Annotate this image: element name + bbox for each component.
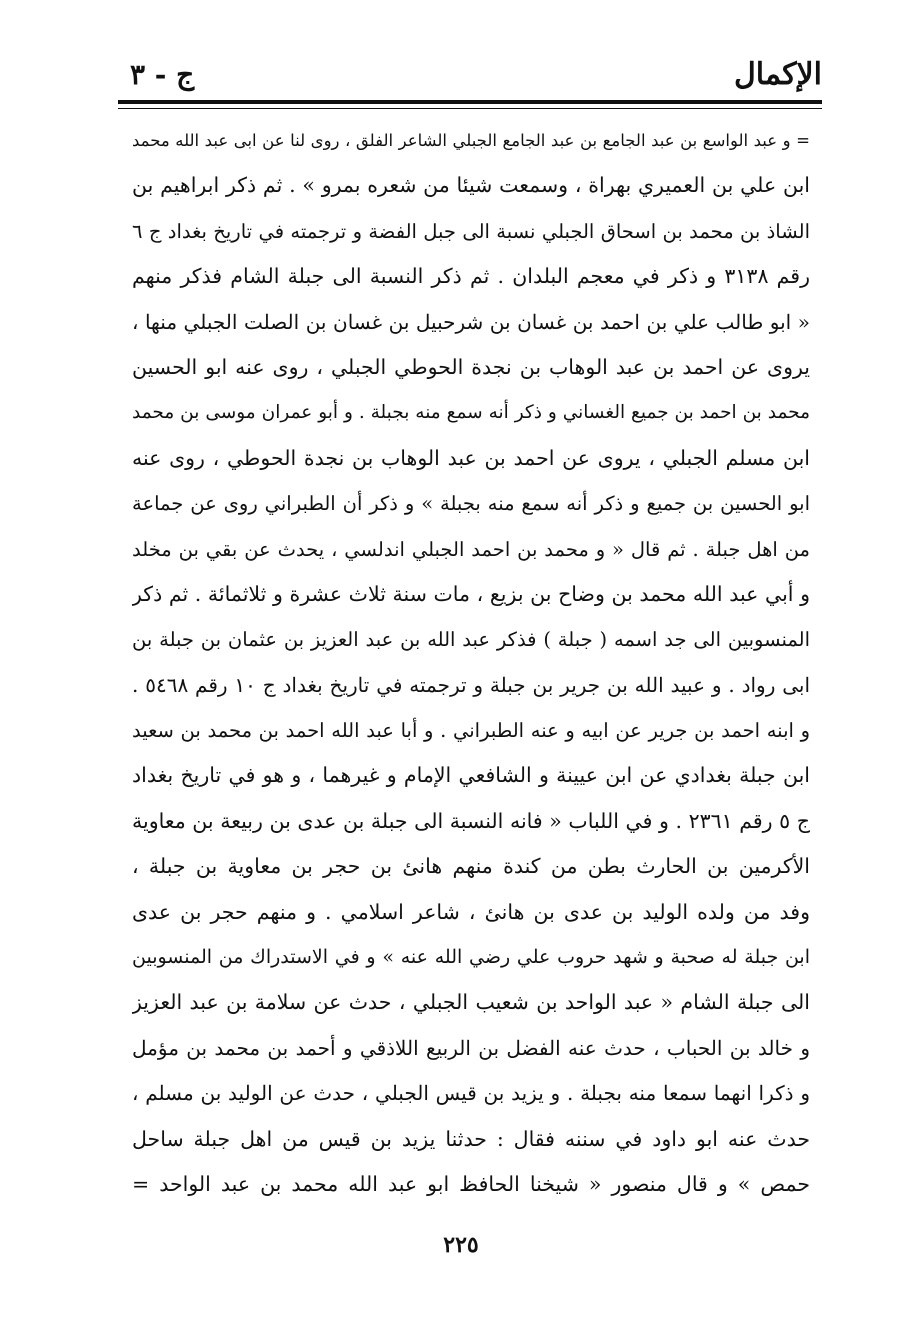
- header-rule-thin: [118, 108, 822, 109]
- volume-label: ج - ٣: [130, 58, 195, 91]
- text-line: ابن مسلم الجبلي ، يروى عن احمد بن عبد الوهاب بن نجدة الحوطي ، روى عنه: [132, 445, 810, 470]
- text-line: ابن علي بن العميري بهراة ، وسمعت شيئا من شعره بمرو » . ثم ذكر ابراهيم بن: [132, 173, 810, 198]
- text-line: حمص » و قال منصور « شيخنا الحافظ ابو عبد الله محمد بن عبد الواحد =: [132, 1171, 810, 1196]
- text-line: الأكرمين بن الحارث بطن من كندة منهم هانئ بن حجر بن معاوية بن جبلة ،: [132, 854, 810, 879]
- text-line: من اهل جبلة . ثم قال « و محمد بن احمد الجبلي اندلسي ، يحدث عن بقي بن مخلد: [132, 537, 810, 561]
- text-line: رقم ٣١٣٨ و ذكر في معجم البلدان . ثم ذكر النسبة الى جبلة الشام فذكر منهم: [132, 264, 810, 289]
- text-line: و أبي عبد الله محمد بن وضاح بن بزيع ، مات سنة ثلاث عشرة و ثلاثمائة . ثم ذكر: [132, 581, 810, 606]
- running-header: [118, 52, 822, 98]
- text-line: وفد من ولده الوليد بن عدى بن هانئ ، شاعر اسلامي . و منهم حجر بن عدى: [132, 899, 810, 924]
- text-line: ج ٥ رقم ٢٣٦١ . و في اللباب « فانه النسبة الى جبلة بن عدى بن ربيعة بن معاوية: [132, 808, 810, 833]
- text-line: = و عبد الواسع بن عبد الجامع بن عبد الجامع الجبلي الشاعر الفلق ، روى لنا عن ابى عبد الله محمد: [132, 131, 810, 150]
- header-rule-thick: [118, 100, 822, 104]
- main-text: [132, 118, 810, 1207]
- text-line: ابن جبلة له صحبة و شهد حروب علي رضي الله عنه » و في الاستدراك من المنسوبين: [132, 946, 810, 969]
- text-line: محمد بن احمد بن جميع الغساني و ذكر أنه سمع منه بجبلة . و أبو عمران موسى بن محمد: [132, 402, 810, 424]
- text-line: يروى عن احمد بن عبد الوهاب بن نجدة الحوطي الجبلي ، روى عنه ابو الحسين: [132, 354, 810, 379]
- text-line: الشاذ بن محمد بن اسحاق الجبلي نسبة الى جبل الفضة و ترجمته في تاريخ بغداد ج ٦: [132, 219, 810, 243]
- page-number: ٢٢٥: [443, 1232, 479, 1258]
- text-line: المنسوبين الى جد اسمه ( جبلة ) فذكر عبد الله بن عبد العزيز بن عثمان بن جبلة بن: [132, 628, 810, 652]
- text-line: حدث عنه ابو داود في سننه فقال : حدثنا يزيد بن قيس من اهل جبلة ساحل: [132, 1126, 810, 1151]
- text-line: الى جبلة الشام « عبد الواحد بن شعيب الجبلي ، حدث عن سلامة بن عبد العزيز: [132, 990, 810, 1015]
- text-line: ابى رواد . و عبيد الله بن جرير بن جبلة و ترجمته في تاريخ بغداد ج ١٠ رقم ٥٤٦٨ .: [132, 672, 810, 697]
- text-line: و ذكرا انهما سمعا منه بجبلة . و يزيد بن قيس الجبلي ، حدث عن الوليد بن مسلم ،: [132, 1081, 810, 1106]
- text-line: « ابو طالب علي بن احمد بن غسان بن شرحبيل بن غسان بن الصلت الجبلي منها ،: [132, 309, 810, 334]
- text-line: و خالد بن الحباب ، حدث عنه الفضل بن الربيع اللاذقي و أحمد بن محمد بن مؤمل: [132, 1035, 810, 1060]
- book-title: الإكمال: [733, 57, 822, 92]
- text-line: ابن جبلة بغدادي عن ابن عيينة و الشافعي الإمام و غيرهما ، و هو في تاريخ بغداد: [132, 763, 810, 788]
- text-line: و ابنه احمد بن جرير عن ابيه و عنه الطبراني . و أبا عبد الله احمد بن محمد بن سعيد: [132, 719, 810, 743]
- text-line: ابو الحسين بن جميع و ذكر أنه سمع منه بجبلة » و ذكر أن الطبراني روى عن جماعة: [132, 492, 810, 516]
